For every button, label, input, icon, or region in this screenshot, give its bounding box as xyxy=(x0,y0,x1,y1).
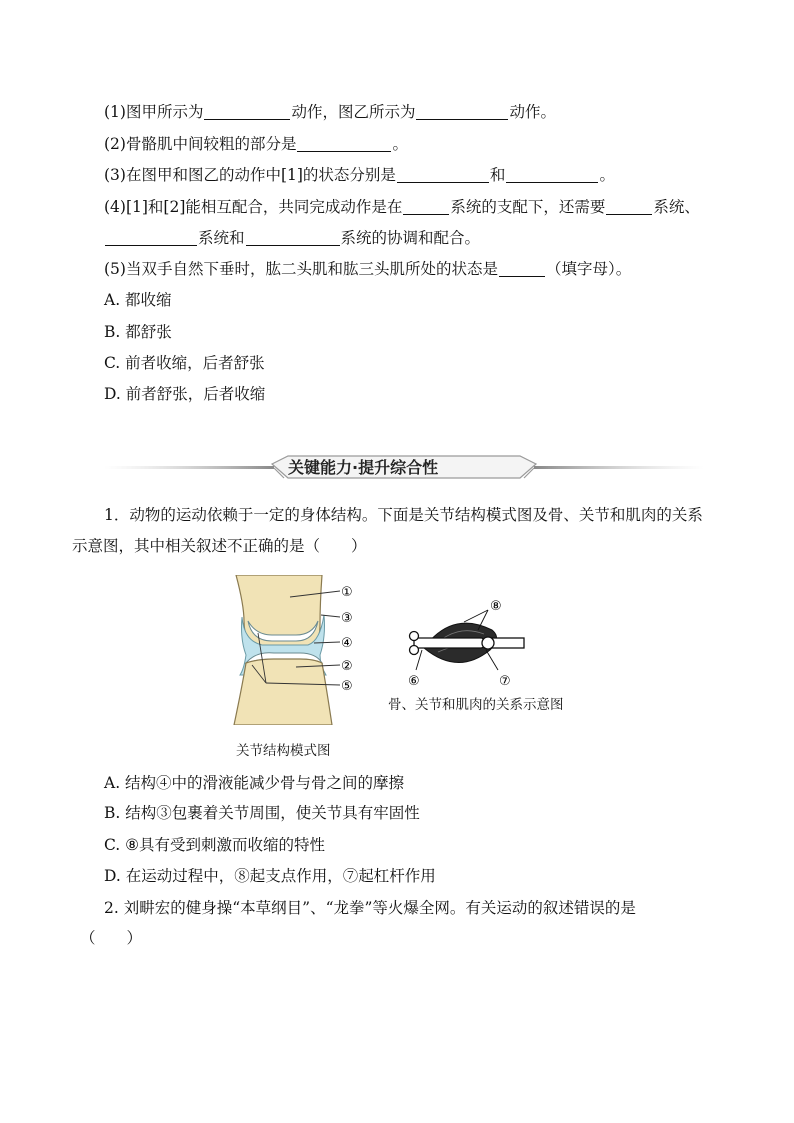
muscle-label-8: ⑧ xyxy=(490,599,502,614)
answer-blank[interactable] xyxy=(397,166,489,183)
option-a[interactable]: A. 都收缩 xyxy=(104,291,172,309)
answer-blank[interactable] xyxy=(606,198,652,215)
answer-blank[interactable] xyxy=(297,135,391,152)
answer-blank[interactable] xyxy=(499,260,545,277)
question-part-2: (2)骨骼肌中间较粗的部分是 。 xyxy=(104,135,408,153)
question-part-1: (1)图甲所示为 动作，图乙所示为 动作。 xyxy=(104,103,556,121)
q1-option-d[interactable]: D. 在运动过程中，⑧起支点作用，⑦起杠杆作用 xyxy=(104,867,436,885)
joint-label-3: ③ xyxy=(341,611,353,626)
answer-blank[interactable] xyxy=(204,103,290,120)
question-2-line-1: 2. 刘畊宏的健身操“本草纲目”、“龙拳”等火爆全网。有关运动的叙述错误的是 xyxy=(104,899,636,917)
question-2-line-2: （ ） xyxy=(80,929,143,947)
muscle-label-7: ⑦ xyxy=(499,674,511,689)
question-1-line-1: 1．动物的运动依赖于一定的身体结构。下面是关节结构模式图及骨、关节和肌肉的关系 xyxy=(104,506,703,524)
question-1-line-2: 示意图，其中相关叙述不正确的是（ ） xyxy=(72,537,367,555)
bone-muscle-figure-caption: 骨、关节和肌肉的关系示意图 xyxy=(388,697,564,713)
q1-option-c[interactable]: C. ⑧具有受到刺激而收缩的特性 xyxy=(104,836,326,854)
q1-option-b[interactable]: B. 结构③包裹着关节周围，使关节具有牢固性 xyxy=(104,804,420,822)
question-part-4-cont: 系统和 系统的协调和配合。 xyxy=(104,228,480,248)
joint-label-1: ① xyxy=(341,585,353,600)
answer-blank[interactable] xyxy=(416,103,508,120)
joint-label-5: ⑤ xyxy=(341,679,353,694)
joint-label-4: ④ xyxy=(341,636,353,651)
joint-structure-figure xyxy=(222,575,362,725)
option-b[interactable]: B. 都舒张 xyxy=(104,323,172,341)
muscle-label-6: ⑥ xyxy=(408,674,420,689)
answer-blank[interactable] xyxy=(246,229,340,246)
option-d[interactable]: D. 前者舒张，后者收缩 xyxy=(104,385,266,403)
question-part-4: (4)[1]和[2]能相互配合，共同完成动作是在 系统的支配下，还需要 系统、 xyxy=(104,198,700,216)
question-part-5: (5)当双手自然下垂时，肱二头肌和肱三头肌所处的状态是 （填字母）。 xyxy=(104,260,632,278)
joint-figure-caption: 关节结构模式图 xyxy=(236,743,331,759)
answer-blank[interactable] xyxy=(105,229,197,246)
bone-muscle-figure xyxy=(398,592,528,690)
answer-blank[interactable] xyxy=(506,166,598,183)
section-title: 关键能力·提升综合性 xyxy=(288,458,439,477)
answer-blank[interactable] xyxy=(403,198,449,215)
joint-label-2: ② xyxy=(341,659,353,674)
option-c[interactable]: C. 前者收缩，后者舒张 xyxy=(104,354,265,372)
question-part-3: (3)在图甲和图乙的动作中[1]的状态分别是 和 。 xyxy=(104,166,615,184)
q1-option-a[interactable]: A. 结构④中的滑液能减少骨与骨之间的摩擦 xyxy=(104,774,405,792)
